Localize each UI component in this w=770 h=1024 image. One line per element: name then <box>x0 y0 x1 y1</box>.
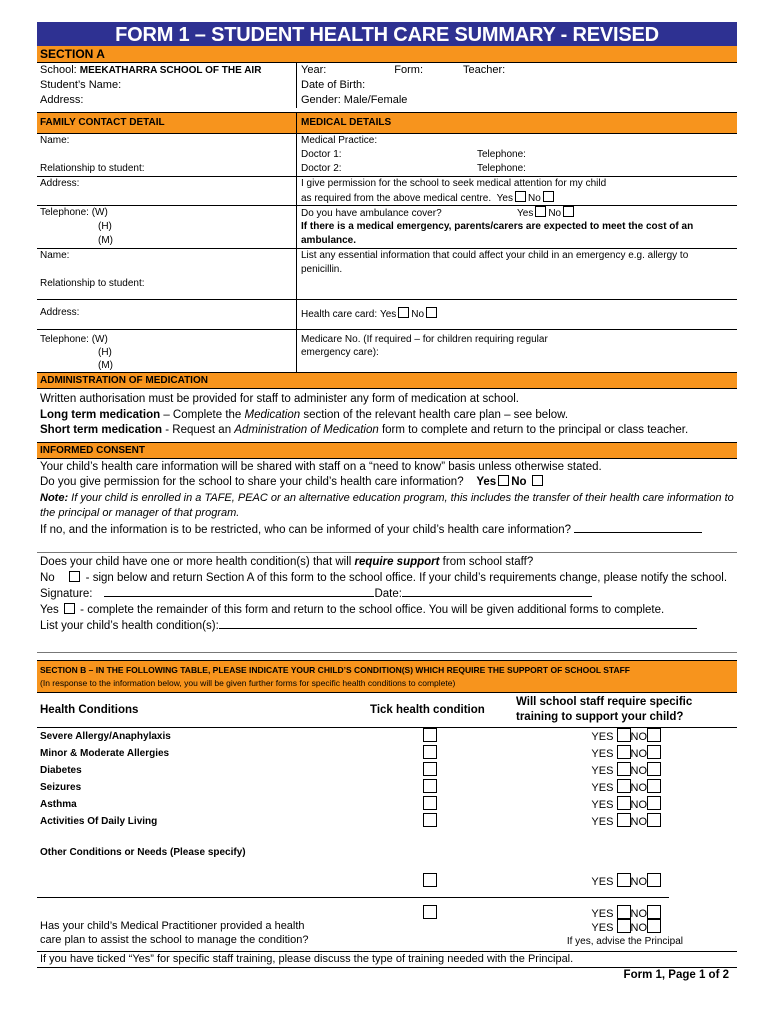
care-plan-yes-checkbox[interactable] <box>617 919 631 933</box>
advise-principal-text: If yes, advise the Principal <box>566 935 683 947</box>
condition-row <box>37 728 737 745</box>
ambulance-yes-label: Yes <box>517 208 534 219</box>
condition-list-line[interactable] <box>219 618 697 629</box>
care-plan-no-checkbox[interactable] <box>647 919 661 933</box>
no-label: NO <box>630 781 647 794</box>
condition-label: Seizures <box>40 781 82 793</box>
share-yes-label: Yes <box>476 476 497 488</box>
col-tick-condition: Tick health condition <box>370 703 485 716</box>
admin-medication-body <box>37 389 737 439</box>
contact-block-4 <box>37 249 737 299</box>
signature-line[interactable] <box>104 586 374 597</box>
no-label: NO <box>630 764 647 777</box>
support-yes-checkbox[interactable] <box>64 603 75 614</box>
training-yes-checkbox[interactable] <box>617 745 631 759</box>
support-no-option: No - sign below and return Section A of this form to the school office. If your child’s requirements change, please notify the school. <box>40 571 728 584</box>
doctor1-telephone[interactable]: Telephone: <box>477 149 526 160</box>
care-plan-question-2: care plan to assist the school to manage the condition? <box>40 933 309 946</box>
training-footer-note: If you have ticked “Yes” for specific staff training, please discuss the type of training needed with the Principal. <box>40 952 574 965</box>
informed-consent-header: INFORMED CONSENT <box>37 442 737 459</box>
training-no-checkbox[interactable] <box>647 796 661 810</box>
share-no-checkbox[interactable] <box>532 475 543 486</box>
consent-restrict: If no, and the information is to be restricted, who can be informed of your child’s health care information? <box>40 522 737 539</box>
training-no-checkbox[interactable] <box>647 728 661 742</box>
training-no-checkbox[interactable] <box>647 813 661 827</box>
admin-line-1: Written authorisation must be provided for staff to administer any form of medication at school. <box>40 393 519 405</box>
no-label: NO <box>630 747 647 760</box>
health-card-yes-checkbox[interactable] <box>398 307 409 318</box>
ambulance-yes-checkbox[interactable] <box>535 206 546 217</box>
condition-list-row: List your child’s health condition(s): <box>40 618 737 635</box>
yes-label: YES <box>591 798 614 811</box>
other2-no-checkbox[interactable] <box>647 905 661 919</box>
doctor1-field[interactable]: Doctor 1: <box>301 149 342 160</box>
section-b-title: SECTION B – IN THE FOLLOWING TABLE, PLEASE INDICATE YOUR CHILD’S CONDITION(S) WHICH REQUIRE THE SUPPORT OF SCHOOL STAFF <box>40 664 630 675</box>
yes-label: YES <box>591 781 614 794</box>
condition-row <box>37 813 737 830</box>
training-yes-checkbox[interactable] <box>617 813 631 827</box>
family-name-field[interactable]: Name: <box>40 135 70 146</box>
form-title: FORM 1 – STUDENT HEALTH CARE SUMMARY - REVISED <box>37 22 737 46</box>
training-no-checkbox[interactable] <box>647 745 661 759</box>
condition-label: Asthma <box>40 798 77 810</box>
condition-row <box>37 745 737 762</box>
permission-text-2: as required from the above medical centre. <box>301 193 492 204</box>
yes-label: YES <box>591 747 614 760</box>
other2-yes-checkbox[interactable] <box>617 905 631 919</box>
school-label: School: <box>40 64 77 76</box>
contact-block-1 <box>37 134 737 176</box>
doctor2-field[interactable]: Doctor 2: <box>301 163 342 174</box>
support-question-block <box>37 553 737 635</box>
condition-tick-checkbox[interactable] <box>423 762 437 776</box>
ambulance-no-checkbox[interactable] <box>563 206 574 217</box>
yes-label: YES <box>591 764 614 777</box>
condition-label: Activities Of Daily Living <box>40 815 158 827</box>
relationship-field[interactable]: Relationship to student: <box>40 163 145 174</box>
medicare-text-2[interactable]: emergency care): <box>301 347 379 358</box>
family-contact-header: FAMILY CONTACT DETAIL <box>37 113 297 133</box>
condition-tick-checkbox[interactable] <box>423 796 437 810</box>
other1-yes-checkbox[interactable] <box>617 873 631 887</box>
permission-text-1: I give permission for the school to seek medical attention for my child <box>301 178 607 189</box>
admin-long-term: Long term medication – Complete the Medication section of the relevant health care plan – see below. <box>40 408 569 421</box>
informed-consent-body <box>37 459 737 539</box>
tel2-m-field[interactable]: (M) <box>98 360 113 371</box>
teacher-field[interactable]: Teacher: <box>463 64 506 76</box>
admin-short-term: Short term medication - Request an Administration of Medication form to complete and return to the principal or class teacher. <box>40 424 689 436</box>
tel-m-field[interactable]: (M) <box>98 235 113 246</box>
support-yes-option: Yes - complete the remainder of this form and return to the school office. You will be given additional forms to complete. <box>40 603 665 616</box>
condition-tick-checkbox[interactable] <box>423 745 437 759</box>
training-yes-checkbox[interactable] <box>617 779 631 793</box>
page-number: Form 1, Page 1 of 2 <box>623 968 729 981</box>
address-field[interactable]: Address: <box>40 94 84 106</box>
table-header-row <box>37 693 737 727</box>
condition-tick-checkbox[interactable] <box>423 779 437 793</box>
health-card-yes-label: Yes <box>379 309 397 320</box>
section-b-subtitle: (In response to the information below, you will be given further forms for specific health conditions to complete) <box>40 677 456 688</box>
consent-note: Note: If your child is enrolled in a TAFE, PEAC or an alternative education program, this includes the transfer of their health care information to the principal or manager of that program. <box>40 491 734 519</box>
condition-tick-checkbox[interactable] <box>423 813 437 827</box>
ambulance-no-label: No <box>548 208 562 219</box>
family-address2-field[interactable]: Address: <box>37 300 297 329</box>
admin-medication-header: ADMINISTRATION OF MEDICATION <box>37 372 737 389</box>
training-yes-checkbox[interactable] <box>617 796 631 810</box>
tel2-w-field[interactable]: Telephone: (W) <box>40 334 108 345</box>
contact-block-5 <box>37 300 737 329</box>
year-field[interactable]: Year: <box>301 64 327 76</box>
no-label: NO <box>630 798 647 811</box>
date-label: Date: <box>374 588 402 600</box>
medicare-text-1: Medicare No. (If required – for children requiring regular <box>301 334 548 345</box>
condition-row <box>37 762 737 779</box>
contact-medical-headers <box>37 112 737 134</box>
tel2-h-field[interactable]: (H) <box>98 347 112 358</box>
share-yes-checkbox[interactable] <box>498 475 509 486</box>
no-label: NO <box>630 730 647 743</box>
condition-label: Minor & Moderate Allergies <box>40 747 170 759</box>
other1-no-checkbox[interactable] <box>647 873 661 887</box>
consent-line-1: Your child’s health care information will be shared with staff on a “need to know” basis unless otherwise stated. <box>40 460 602 473</box>
contact-block-3 <box>37 206 737 248</box>
condition-row <box>37 779 737 796</box>
form-field[interactable]: Form: <box>394 64 424 76</box>
student-name-field[interactable]: Student’s Name: <box>40 79 122 91</box>
support-no-checkbox[interactable] <box>69 571 80 582</box>
share-no-label: No <box>511 476 527 488</box>
medical-details-header: MEDICAL DETAILS <box>301 117 392 128</box>
yes-label: YES <box>591 730 614 743</box>
medical-practice-field[interactable]: Medical Practice: <box>301 135 378 146</box>
section-b-header <box>37 660 737 693</box>
permission-yes-label: Yes <box>496 193 513 204</box>
health-card-no-checkbox[interactable] <box>426 307 437 318</box>
other-conditions-label: Other Conditions or Needs (Please specify) <box>40 846 246 858</box>
form-page <box>37 22 737 983</box>
training-no-checkbox[interactable] <box>647 762 661 776</box>
permission-no-checkbox[interactable] <box>543 191 554 202</box>
health-conditions-table <box>37 693 737 983</box>
doctor2-telephone[interactable]: Telephone: <box>477 163 526 174</box>
tel-h-field[interactable]: (H) <box>98 221 112 232</box>
essential-info-text-2: penicillin. <box>301 264 343 275</box>
health-card-label: Health care card: <box>301 309 378 320</box>
other-condition-row-1: YES NO <box>37 873 737 890</box>
permission-yes-checkbox[interactable] <box>515 191 526 202</box>
training-no-checkbox[interactable] <box>647 779 661 793</box>
condition-tick-checkbox[interactable] <box>423 728 437 742</box>
no-label: NO <box>630 815 647 828</box>
consent-line-2: Do you give permission for the school to share your child’s health care information? Yes No <box>40 475 737 491</box>
section-a-details <box>37 63 737 108</box>
emergency-cost-note: If there is a medical emergency, parents/carers are expected to meet the cost of an ambulance. <box>301 221 694 246</box>
condition-row <box>37 796 737 813</box>
date-line[interactable] <box>402 586 592 597</box>
family-address-field[interactable]: Address: <box>40 178 80 189</box>
tel-w-field[interactable]: Telephone: (W) <box>40 207 108 218</box>
care-plan-row: Has your child’s Medical Practitioner provided a health care plan to assist the school to manage the condition? YES NO If yes, advise the Principal <box>40 919 683 947</box>
condition-rows <box>37 728 737 830</box>
condition-label: Diabetes <box>40 764 82 776</box>
condition-label: Severe Allergy/Anaphylaxis <box>40 730 171 742</box>
dob-field[interactable]: Date of Birth: <box>301 79 366 91</box>
family-name2-field[interactable]: Name: <box>40 250 70 261</box>
contact-block-6 <box>37 330 737 372</box>
col-staff-training: Will school staff require specific training to support your child? <box>516 695 693 723</box>
other-condition-row-2: YES NO <box>37 905 737 922</box>
essential-info-text: List any essential information that could affect your child in an emergency e.g. allergy to <box>301 250 689 261</box>
training-yes-checkbox[interactable] <box>617 762 631 776</box>
relationship2-field[interactable]: Relationship to student: <box>40 278 145 289</box>
contact-block-2 <box>37 177 737 205</box>
health-card-no-label: No <box>411 309 425 320</box>
yes-label: YES <box>591 815 614 828</box>
restrict-input-line[interactable] <box>574 522 702 533</box>
training-yes-checkbox[interactable] <box>617 728 631 742</box>
other2-tick-checkbox[interactable] <box>423 905 437 919</box>
care-plan-question-1: Has your child’s Medical Practitioner provided a health <box>40 919 305 932</box>
ambulance-question: Do you have ambulance cover? <box>301 208 442 219</box>
support-question: Does your child have one or more health condition(s) that will require support from school staff? <box>40 556 534 568</box>
other1-tick-checkbox[interactable] <box>423 873 437 887</box>
gender-field[interactable]: Gender: Male/Female <box>301 94 408 106</box>
permission-no-label: No <box>528 193 541 204</box>
col-health-conditions: Health Conditions <box>40 703 139 716</box>
school-value: MEEKATHARRA SCHOOL OF THE AIR <box>79 65 262 76</box>
signature-row: Signature: Date: <box>40 586 737 603</box>
section-a-header: SECTION A <box>37 46 737 63</box>
